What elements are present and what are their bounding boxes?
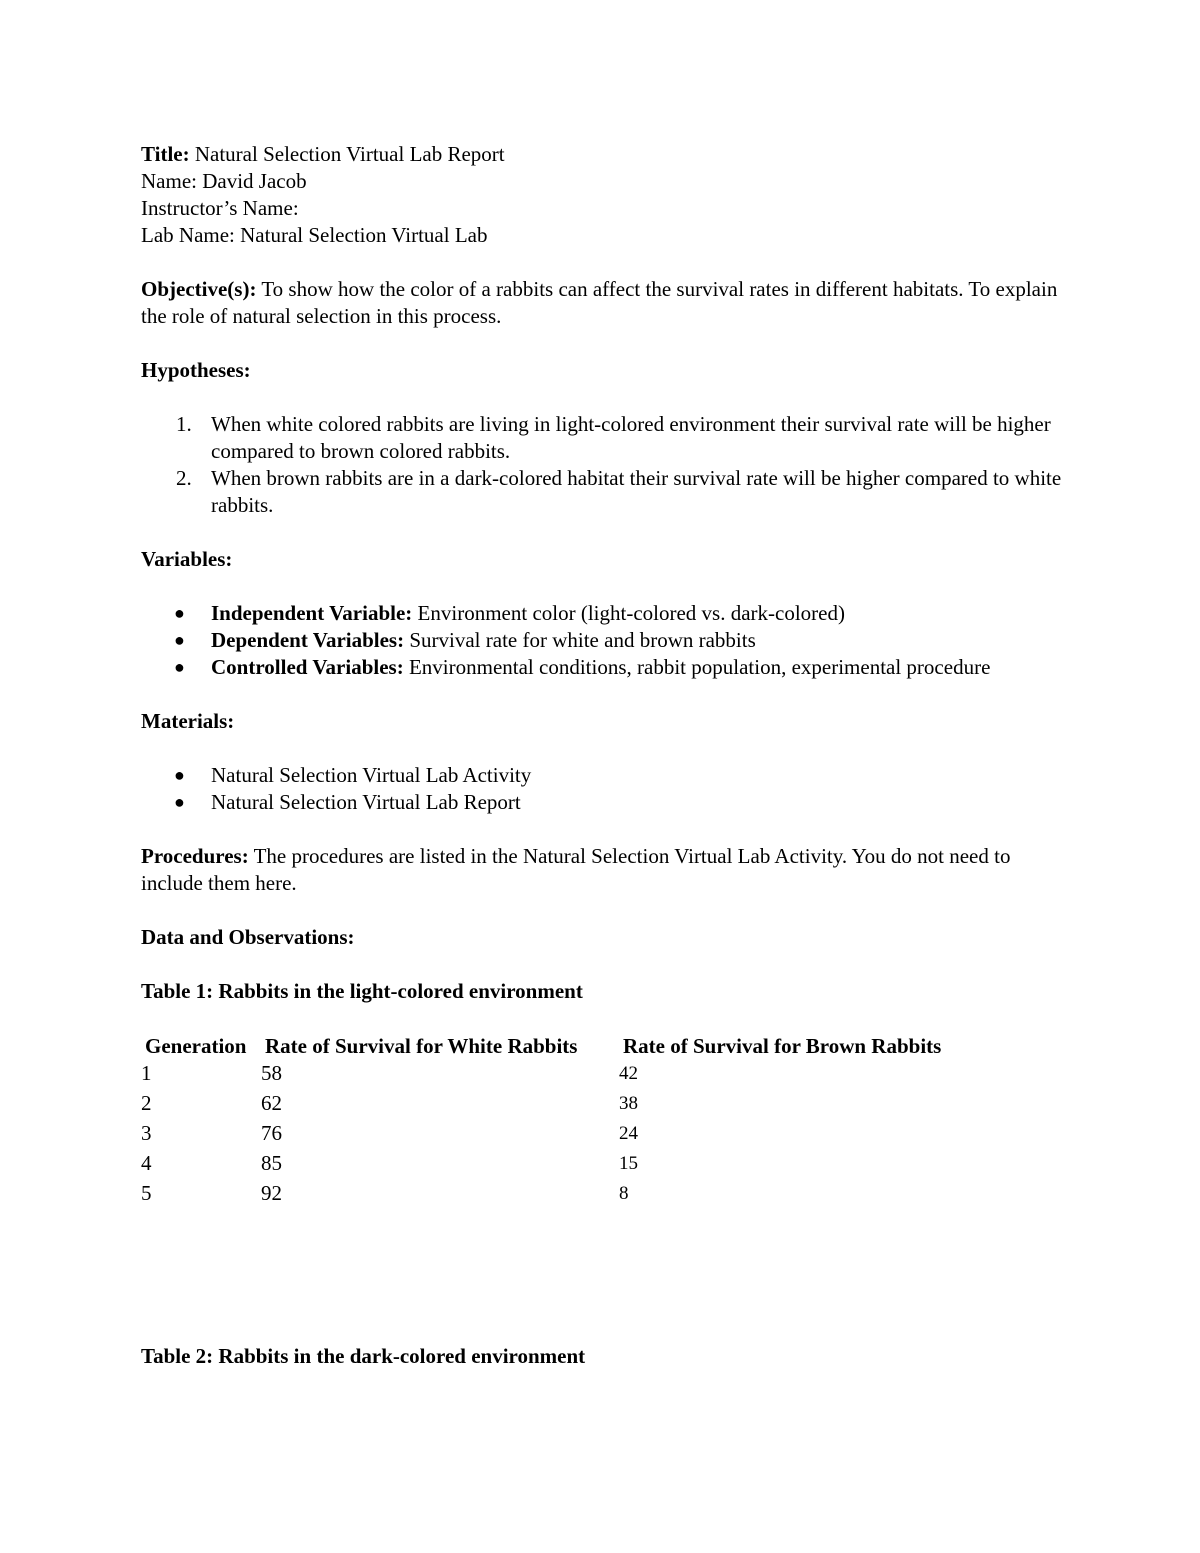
variable-text: Environment color (light-colored vs. dark-colored) [412, 601, 845, 625]
hypothesis-item [141, 411, 1071, 465]
table-cell: 3 [141, 1121, 152, 1145]
title-line [141, 141, 1071, 168]
table1-caption: Table 1: Rabbits in the light-colored environment [141, 979, 583, 1003]
table-cell: 4 [141, 1151, 152, 1175]
variables-list [141, 600, 1071, 681]
objectives-label: Objective(s): [141, 277, 257, 301]
objectives-paragraph [141, 276, 1071, 330]
table-cell: 24 [619, 1123, 638, 1144]
table-cell: 5 [141, 1181, 152, 1205]
table1 [141, 1032, 1039, 1210]
column-header: Rate of Survival for Brown Rabbits [623, 1033, 942, 1058]
variable-item [141, 654, 1071, 681]
column-header: Generation [145, 1033, 247, 1058]
data-observations-heading: Data and Observations: [141, 925, 355, 949]
document-page [141, 141, 1071, 1370]
materials-heading: Materials: [141, 709, 235, 733]
variable-label: Dependent Variables: [211, 628, 405, 652]
table-cell: 58 [261, 1061, 282, 1085]
table-cell: 1 [141, 1061, 152, 1085]
procedures-text: The procedures are listed in the Natural Selection Virtual Lab Activity. You do not need to include them here. [141, 844, 1011, 895]
column-header: Rate of Survival for White Rabbits [265, 1033, 578, 1058]
hypotheses-list [141, 411, 1071, 519]
material-item [141, 789, 1071, 816]
table-row [141, 1060, 1039, 1090]
table-cell: 15 [619, 1153, 638, 1174]
variable-label: Independent Variable: [211, 601, 413, 625]
table-row [141, 1180, 1039, 1210]
bullet-icon: ● [174, 765, 185, 785]
table-row [141, 1150, 1039, 1180]
list-number: 1. [176, 412, 192, 436]
table-cell: 76 [261, 1121, 282, 1145]
table-cell: 42 [619, 1063, 638, 1084]
hypothesis-text: When brown rabbits are in a dark-colored habitat their survival rate will be higher compared to white rabbits. [211, 466, 1062, 517]
hypothesis-text: When white colored rabbits are living in light-colored environment their survival rate will be higher compared to brown colored rabbits. [211, 412, 1051, 463]
bullet-icon: ● [174, 630, 185, 650]
variable-label: Controlled Variables: [211, 655, 404, 679]
table-cell: 85 [261, 1151, 282, 1175]
variable-item [141, 600, 1071, 627]
table-header-row [141, 1032, 1039, 1060]
bullet-icon: ● [174, 792, 185, 812]
table-cell: 62 [261, 1091, 282, 1115]
title-value: Natural Selection Virtual Lab Report [189, 142, 505, 166]
materials-list [141, 762, 1071, 816]
table-cell: 8 [619, 1183, 629, 1204]
variables-heading: Variables: [141, 547, 233, 571]
material-text: Natural Selection Virtual Lab Activity [211, 763, 532, 787]
instructor-name-line: Instructor’s Name: [141, 196, 299, 220]
procedures-label: Procedures: [141, 844, 249, 868]
table-row [141, 1090, 1039, 1120]
student-name-line: Name: David Jacob [141, 169, 307, 193]
material-item [141, 762, 1071, 789]
objectives-text: To show how the color of a rabbits can affect the survival rates in different habitats. To explain the role of natural selection in this process. [141, 277, 1058, 328]
hypothesis-item [141, 465, 1071, 519]
hypotheses-heading: Hypotheses: [141, 358, 251, 382]
procedures-paragraph [141, 843, 1071, 897]
table-cell: 38 [619, 1093, 638, 1114]
bullet-icon: ● [174, 603, 185, 623]
variable-item [141, 627, 1071, 654]
table-cell: 92 [261, 1181, 282, 1205]
variable-text: Environmental conditions, rabbit population, experimental procedure [403, 655, 991, 679]
bullet-icon: ● [174, 657, 185, 677]
title-label: Title: [141, 142, 190, 166]
table2-caption: Table 2: Rabbits in the dark-colored environment [141, 1344, 586, 1368]
variable-text: Survival rate for white and brown rabbits [404, 628, 756, 652]
table-row [141, 1120, 1039, 1150]
material-text: Natural Selection Virtual Lab Report [211, 790, 521, 814]
lab-name-line: Lab Name: Natural Selection Virtual Lab [141, 223, 488, 247]
table-cell: 2 [141, 1091, 152, 1115]
list-number: 2. [176, 466, 192, 490]
